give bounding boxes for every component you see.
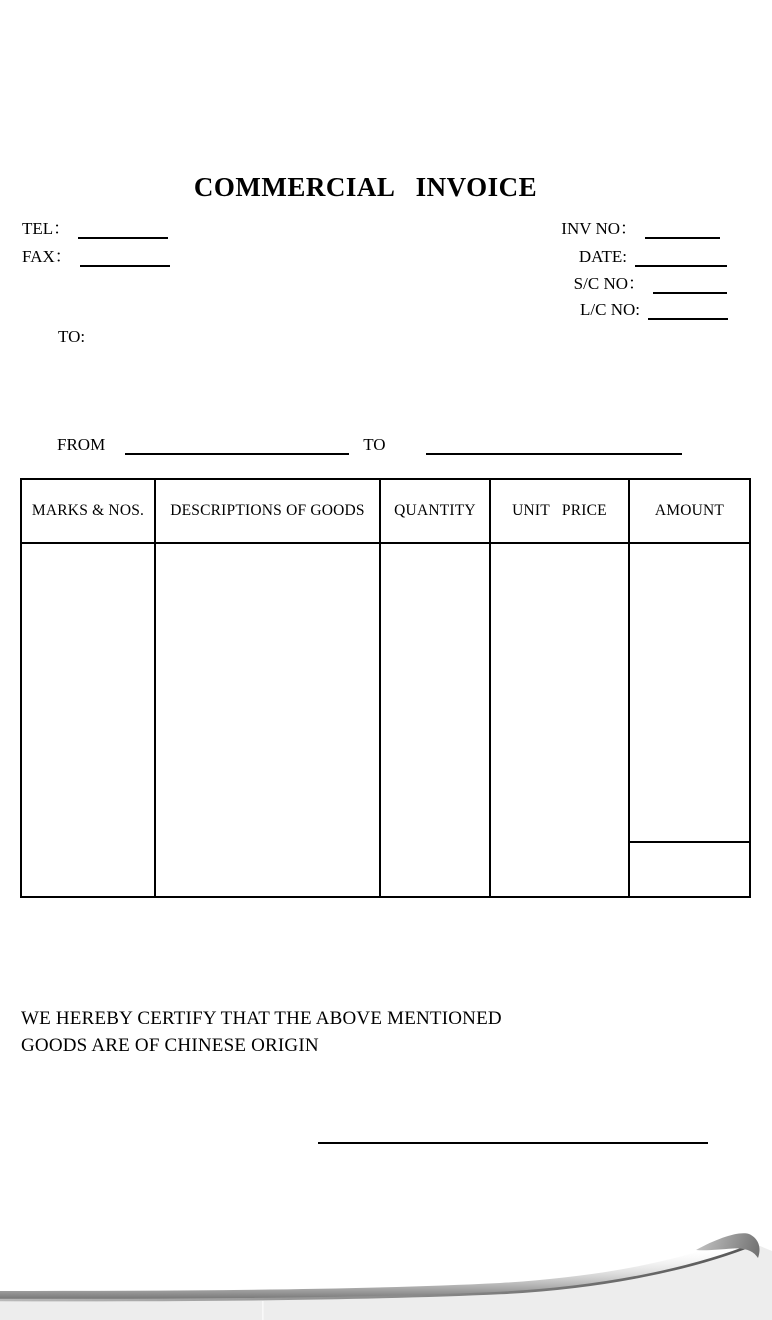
tel-field-row bbox=[22, 218, 168, 239]
date-field-row bbox=[579, 246, 727, 267]
tel-label: TEL： bbox=[22, 219, 71, 238]
tel-blank-line bbox=[78, 218, 168, 239]
amount-total-subcell bbox=[630, 841, 749, 896]
inv-no-label: INV NO： bbox=[561, 219, 637, 238]
sc-no-blank-line bbox=[653, 273, 727, 294]
route-to-blank-line bbox=[426, 434, 682, 455]
goods-table-body-row bbox=[22, 544, 749, 896]
header-amount: AMOUNT bbox=[654, 502, 725, 519]
header-unit-price: UNIT PRICE bbox=[491, 480, 630, 542]
certification-text bbox=[21, 1005, 541, 1059]
certification-line-2: GOODS ARE OF CHINESE ORIGIN bbox=[21, 1035, 319, 1056]
sc-no-label: S/C NO： bbox=[573, 274, 645, 293]
body-cell-quantity bbox=[381, 544, 491, 896]
lc-no-blank-line bbox=[648, 299, 728, 320]
header-quantity: QUANTITY bbox=[381, 480, 491, 542]
sc-no-field-row bbox=[574, 273, 727, 294]
header-marks-nos: MARKS & NOS. bbox=[22, 480, 156, 542]
inv-no-field-row bbox=[561, 218, 720, 239]
date-blank-line bbox=[635, 246, 727, 267]
body-cell-unit-price bbox=[491, 544, 630, 896]
consignee-to-label: TO: bbox=[58, 327, 86, 346]
certification-line-1: WE HEREBY CERTIFY THAT THE ABOVE MENTIONED bbox=[21, 1008, 502, 1029]
route-row bbox=[57, 434, 682, 455]
lc-no-field-row bbox=[580, 299, 728, 320]
body-cell-amount bbox=[630, 544, 749, 896]
goods-table-header-row bbox=[22, 480, 749, 544]
route-from-label: FROM bbox=[57, 435, 106, 454]
fax-label: FAX： bbox=[22, 247, 72, 266]
route-from-blank-line bbox=[125, 434, 349, 455]
fax-field-row bbox=[22, 246, 170, 267]
document-title: COMMERCIAL INVOICE bbox=[193, 172, 538, 202]
header-descriptions: DESCRIPTIONS OF GOODS bbox=[156, 480, 381, 542]
fax-blank-line bbox=[80, 246, 170, 267]
body-cell-descriptions bbox=[156, 544, 381, 896]
page-curl-graphic bbox=[0, 1225, 772, 1320]
lc-no-label: L/C NO: bbox=[580, 300, 640, 319]
page-curl-svg bbox=[0, 1225, 772, 1320]
signature-blank-line bbox=[318, 1123, 708, 1144]
body-cell-marks-nos bbox=[22, 544, 156, 896]
inv-no-blank-line bbox=[645, 218, 720, 239]
route-to-label: TO bbox=[363, 435, 386, 454]
goods-table bbox=[20, 478, 751, 898]
date-label: DATE: bbox=[578, 247, 627, 266]
